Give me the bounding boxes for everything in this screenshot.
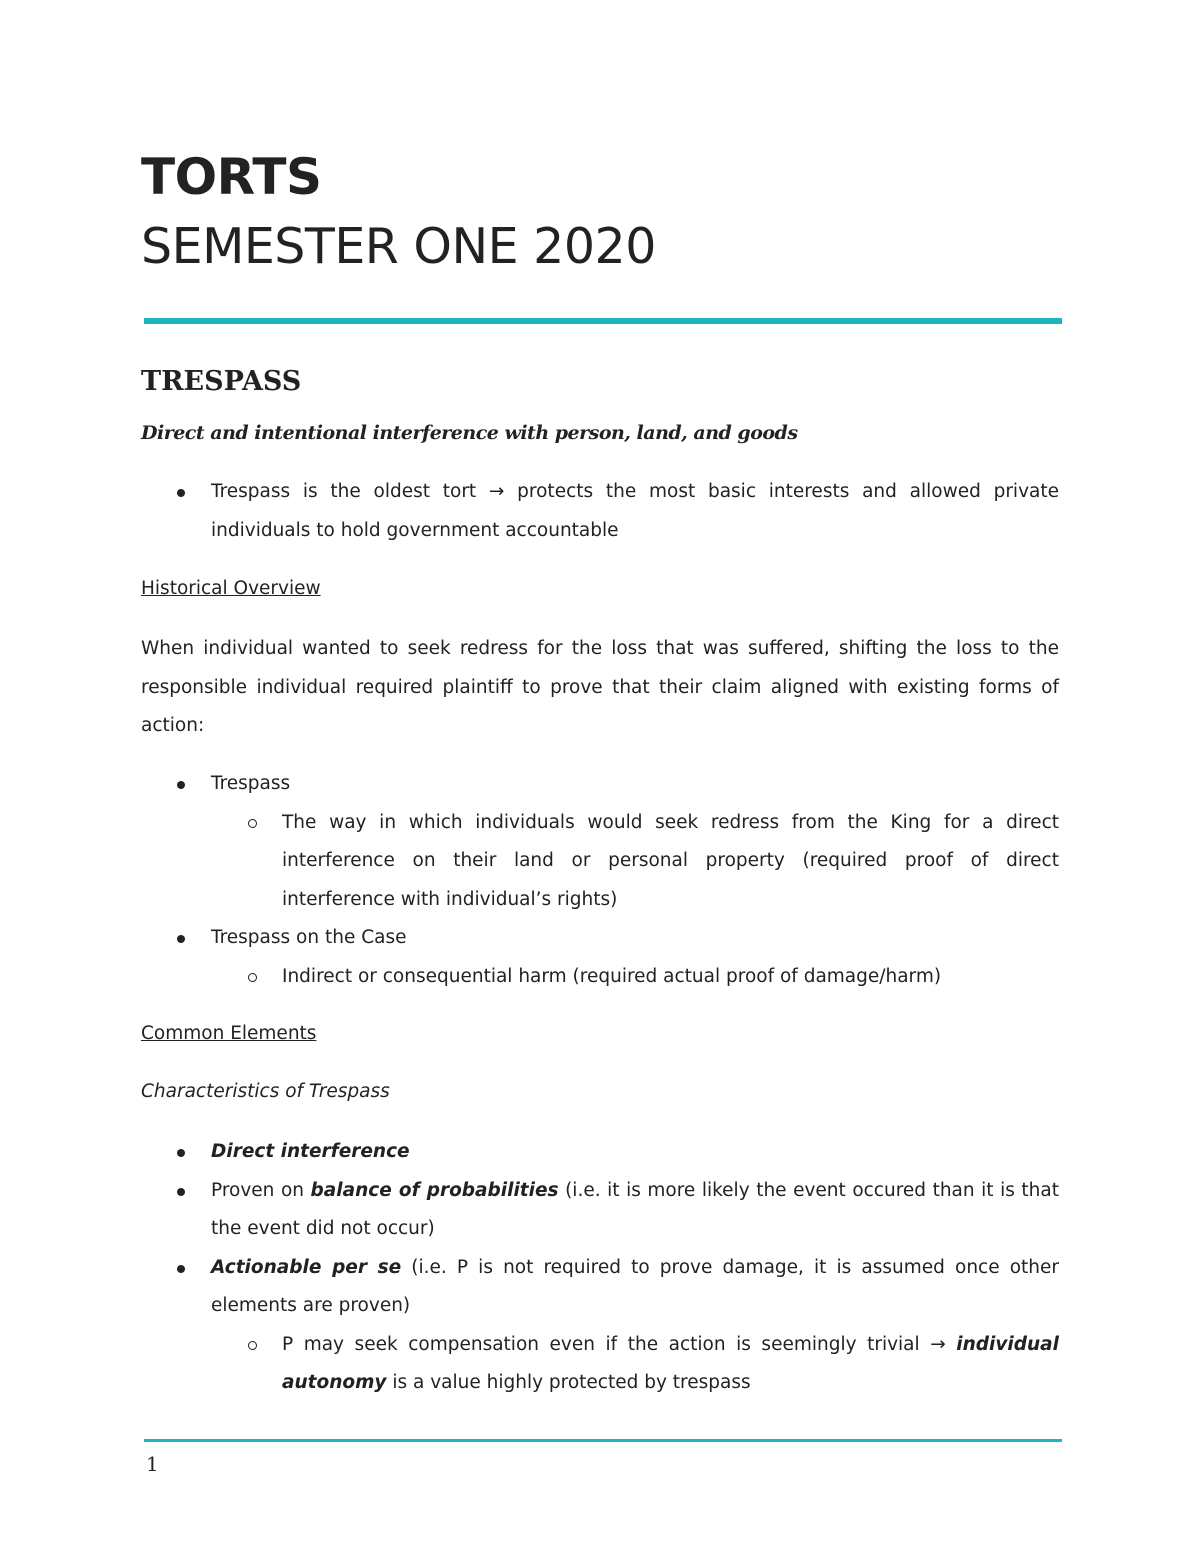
footer-divider [144, 1439, 1062, 1442]
common-elements-heading: Common Elements [141, 1023, 317, 1044]
sub-list-item-bold-text: individual autonomy [282, 1333, 1059, 1393]
sub-list [211, 804, 1059, 920]
hollow-bullet-icon [248, 1341, 257, 1350]
list-item-text: (i.e. P is not required to prove damage, it is assumed once other elements are proven) [211, 1256, 1059, 1316]
historical-paragraph: When individual wanted to seek redress for the loss that was suffered, shifting the loss to the responsible individual required plaintiff to prove that their claim aligned with existing forms of action: [141, 638, 1059, 736]
list-item [141, 765, 1059, 919]
list-item [141, 1172, 1059, 1249]
bullet-icon [177, 1265, 185, 1273]
bullet-icon [177, 489, 185, 497]
bullet-icon [177, 1149, 185, 1157]
document-title: TORTS [141, 148, 322, 206]
historical-overview-block [141, 570, 1059, 609]
historical-paragraph-block [141, 630, 1059, 746]
characteristics-heading-block [141, 1073, 1059, 1112]
characteristics-list [141, 1133, 1059, 1403]
hollow-bullet-icon [248, 819, 257, 828]
list-item-text: Trespass on the Case [211, 927, 407, 948]
sub-list [211, 958, 1059, 997]
characteristics-heading: Characteristics of Trespass [141, 1081, 390, 1102]
list-item [141, 919, 1059, 996]
sub-list [211, 1326, 1059, 1403]
bullet-icon [177, 1188, 185, 1196]
section-subheading: Direct and intentional interference with person, land, and goods [141, 422, 798, 444]
list-item [141, 1249, 1059, 1403]
list-item [141, 473, 1059, 550]
characteristics-list-block [141, 1133, 1059, 1403]
sub-list-item-text: Indirect or consequential harm (required actual proof of damage/harm) [282, 965, 942, 987]
list-item-text: Trespass [211, 773, 291, 794]
list-item-bold-text: Direct interference [211, 1141, 410, 1162]
sub-list-item-text: The way in which individuals would seek redress from the King for a direct interference on their land or personal property (required proof of direct interference with individual’s rights) [282, 811, 1059, 910]
header-divider [144, 318, 1062, 324]
list-item-bold-text: balance of probabilities [310, 1179, 559, 1201]
common-elements-heading-block [141, 1015, 1059, 1054]
historical-list-block [141, 765, 1059, 996]
document-subtitle: SEMESTER ONE 2020 [141, 218, 656, 275]
hollow-bullet-icon [248, 973, 257, 982]
bullet-icon [177, 781, 185, 789]
historical-list [141, 765, 1059, 996]
list-item-text: Trespass is the oldest tort → protects the most basic interests and allowed private individuals to hold government accountable [211, 481, 1059, 541]
section-heading: TRESPASS [141, 366, 302, 397]
sub-list-item-text: P may seek compensation even if the action is seemingly trivial → [282, 1333, 957, 1355]
list-item-bold-text: Actionable per se [211, 1256, 402, 1278]
intro-list [141, 473, 1059, 550]
sub-list-item [211, 1326, 1059, 1403]
sub-list-item [211, 804, 1059, 920]
sub-list-item [211, 958, 1059, 997]
sub-list-item-text: is a value highly protected by trespass [386, 1372, 751, 1393]
list-item-text: (i.e. it is more likely the event occured than it is that the event did not occur) [211, 1179, 1059, 1239]
page-number: 1 [146, 1452, 159, 1476]
list-item [141, 1133, 1059, 1172]
intro-list-block [141, 473, 1059, 550]
list-item-text: Proven on [211, 1179, 311, 1201]
historical-heading: Historical Overview [141, 578, 321, 599]
bullet-icon [177, 935, 185, 943]
